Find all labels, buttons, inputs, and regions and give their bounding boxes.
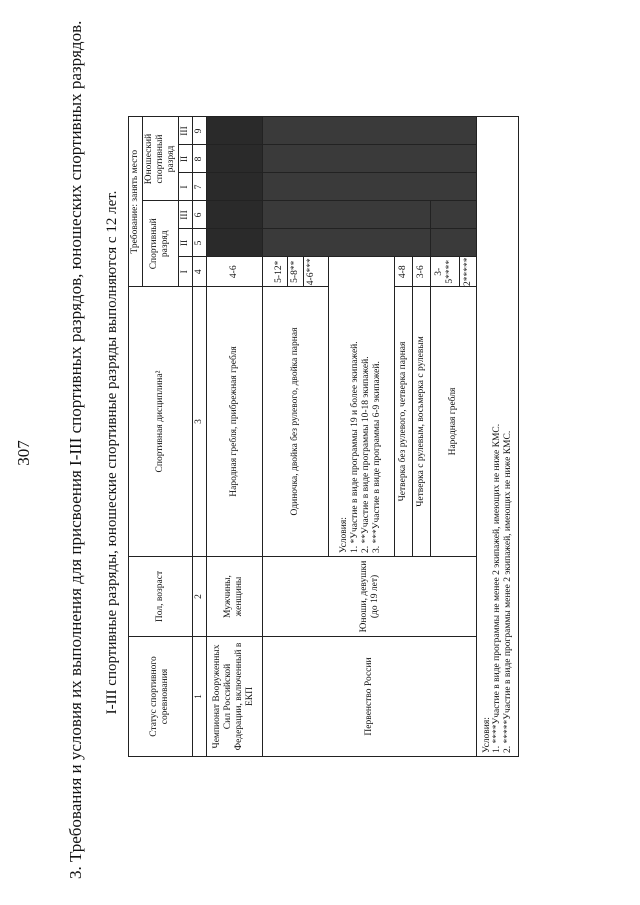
r2-places	[262, 257, 328, 287]
r4-place: 3-6	[412, 257, 430, 287]
conditions-title: Условия:	[481, 717, 492, 753]
shaded-cell	[206, 173, 262, 201]
r2-place-2: 5-8**	[288, 258, 304, 287]
col-num: 7	[192, 173, 206, 201]
section-heading: 3. Требования и условия их выполнения для присвоения I-III спортивных разрядов, юношеских спортивных разрядов.	[66, 20, 85, 879]
r2-status: Первенство России	[262, 637, 477, 757]
r1-discipline: Народная гребля, прибрежная гребля	[206, 287, 262, 557]
r4-discipline: Четверка с рулевым, восьмерка с рулевым	[412, 287, 430, 557]
shaded-cell	[206, 117, 262, 145]
condition-line: 1. *Участие в виде программы 19 и более экипажей.	[350, 341, 361, 553]
col-num: 8	[192, 145, 206, 173]
r5-place-1: 3-5****	[431, 258, 460, 287]
header-sport-rank: Спортивный разряд	[143, 201, 179, 287]
shaded-cell	[262, 229, 430, 257]
shaded-cell	[206, 229, 262, 257]
col-num: 5	[192, 229, 206, 257]
col-num: 9	[192, 117, 206, 145]
r5-places	[430, 257, 477, 287]
header-discipline: Спортивная дисциплина²	[129, 287, 193, 557]
r3-discipline: Четверка без рулевого, четверка парная	[394, 287, 412, 557]
page-number: 307	[14, 440, 33, 466]
col-num: 3	[192, 287, 206, 557]
shaded-cell	[430, 201, 477, 229]
r5-place-2: 2*****	[462, 257, 473, 286]
header-youth-i: I	[178, 173, 192, 201]
shaded-cell	[262, 201, 430, 229]
header-requirement: Требование: занять место	[129, 117, 143, 287]
shaded-cell	[262, 117, 477, 145]
condition-line: 3. ***Участие в виде программы 6-9 экипажей.	[372, 361, 383, 553]
r1-gender: Мужчины, женщины	[206, 557, 262, 637]
col-num: 6	[192, 201, 206, 229]
header-gender: Пол, возраст	[129, 557, 193, 637]
col-num: 4	[192, 257, 206, 287]
table-subheading: I-III спортивные разряды, юношеские спортивные разряды выполняются с 12 лет.	[104, 190, 120, 715]
header-status: Статус спортивного соревнования	[129, 637, 193, 757]
shaded-cell	[206, 201, 262, 229]
header-rank-i: I	[178, 257, 192, 287]
r5-discipline: Народная гребля	[430, 287, 477, 557]
header-youth-rank: Юношеский спортивный разряд	[143, 117, 179, 201]
condition-line: 2. *****Участие в виде программы менее 2 экипажей, имеющих не ниже КМС.	[503, 430, 514, 753]
r3-place: 4-8	[394, 257, 412, 287]
header-youth-iii: III	[178, 117, 192, 145]
condition-line: 2. **Участие в виде программы 10-18 экипажей.	[361, 356, 372, 553]
rank-requirements-table	[128, 117, 519, 758]
r1-place: 4-6	[206, 257, 262, 287]
conditions-title: Условия:	[339, 517, 350, 553]
condition-line: 1. ****Участие в виде программы не менее 2 экипажей, имеющих не ниже КМС.	[492, 423, 503, 753]
shaded-cell	[262, 145, 477, 173]
header-rank-iii: III	[178, 201, 192, 229]
r2-conditions	[328, 257, 394, 557]
shaded-cell	[430, 229, 477, 257]
r1-status: Чемпионат Вооруженных Сил Российской Федерации, включенный в ЕКП	[206, 637, 262, 757]
r2-place-1: 5-12*	[272, 258, 288, 287]
header-rank-ii: II	[178, 229, 192, 257]
shaded-cell	[206, 145, 262, 173]
r2-gender: Юноши, девушки (до 19 лет)	[262, 557, 477, 637]
r2-place-3: 4-6***	[305, 258, 316, 286]
r5-conditions	[477, 117, 519, 757]
col-num: 1	[192, 637, 206, 757]
col-num: 2	[192, 557, 206, 637]
r2-discipline: Одиночка, двойка без рулевого, двойка парная	[262, 287, 328, 557]
header-youth-ii: II	[178, 145, 192, 173]
shaded-cell	[262, 173, 477, 201]
